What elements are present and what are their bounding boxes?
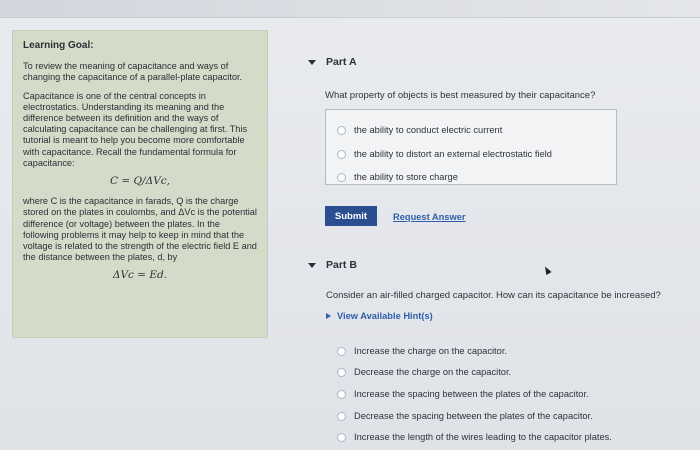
- part-b-choice-4[interactable]: [337, 411, 593, 421]
- radio-button[interactable]: [337, 368, 346, 377]
- part-b-choice-2[interactable]: [337, 367, 511, 377]
- part-a-choice-3[interactable]: [337, 172, 458, 182]
- learning-goal-description: Capacitance is one of the central concepts in electrostatics. Understanding its meaning and the difference between its definition and the ways of calculating capacitance can be challenging at first. This tutorial is meant to help you become more comfortable with capacitance. Recall the fundamental formula for capacitance:: [23, 90, 248, 168]
- part-a-choices: [325, 109, 617, 185]
- voltage-formula: ΔVc = Ed.: [112, 269, 168, 282]
- radio-button[interactable]: [337, 347, 346, 356]
- part-b-choice-5[interactable]: [337, 432, 612, 442]
- part-b-label: Part B: [326, 259, 357, 271]
- choice-label: Decrease the charge on the capacitor.: [354, 367, 512, 377]
- part-a-label: Part A: [326, 56, 357, 68]
- view-hints-link[interactable]: [326, 311, 433, 321]
- part-b-choice-3[interactable]: [337, 389, 589, 399]
- collapse-triangle-icon: [308, 60, 316, 65]
- learning-goal-explanation: where C is the capacitance in farads, Q is the charge stored on the plates in coulombs, and ΔVc is the potential difference (or voltage) between the plates. In the following problems it may help to keep in mind that the voltage is related to the strength of the electric field E and the distance between the plates, d, by: [23, 196, 257, 263]
- expand-triangle-icon: [326, 313, 331, 319]
- capacitance-formula: C = Q/ΔVc,: [109, 175, 171, 188]
- learning-goal-title: Learning Goal:: [23, 40, 94, 51]
- choice-label: Increase the length of the wires leading to the capacitor plates.: [354, 432, 612, 442]
- part-b-choice-1[interactable]: [337, 346, 507, 356]
- choice-label: the ability to distort an external electrostatic field: [354, 149, 552, 159]
- choice-label: Increase the spacing between the plates of the capacitor.: [354, 389, 589, 399]
- learning-goal-panel: [12, 30, 268, 338]
- parts-panel: [300, 30, 690, 450]
- collapse-triangle-icon: [308, 263, 316, 268]
- part-a-choice-1[interactable]: [337, 125, 502, 135]
- choice-label: the ability to conduct electric current: [354, 125, 503, 135]
- part-a-question: What property of objects is best measured by their capacitance?: [325, 90, 596, 101]
- submit-button[interactable]: Submit: [325, 206, 377, 226]
- radio-button[interactable]: [337, 412, 346, 421]
- mouse-cursor-icon: [542, 265, 551, 275]
- choice-label: Decrease the spacing between the plates of the capacitor.: [354, 411, 593, 421]
- hint-label: View Available Hint(s): [337, 311, 433, 321]
- request-answer-link[interactable]: Request Answer: [393, 212, 466, 222]
- top-bar: [0, 0, 700, 18]
- part-a-choice-2[interactable]: [337, 149, 552, 159]
- learning-goal-intro: To review the meaning of capacitance and ways of changing the capacitance of a parallel-plate capacitor.: [23, 61, 243, 83]
- part-b-question: Consider an air-filled charged capacitor. How can its capacitance be increased?: [326, 290, 661, 301]
- radio-button[interactable]: [337, 390, 346, 399]
- part-a-header[interactable]: [308, 56, 357, 68]
- choice-label: the ability to store charge: [354, 172, 458, 182]
- radio-button[interactable]: [337, 173, 346, 182]
- radio-button[interactable]: [337, 126, 346, 135]
- radio-button[interactable]: [337, 433, 346, 442]
- part-b-header[interactable]: [308, 259, 357, 271]
- choice-label: Increase the charge on the capacitor.: [354, 346, 507, 356]
- radio-button[interactable]: [337, 150, 346, 159]
